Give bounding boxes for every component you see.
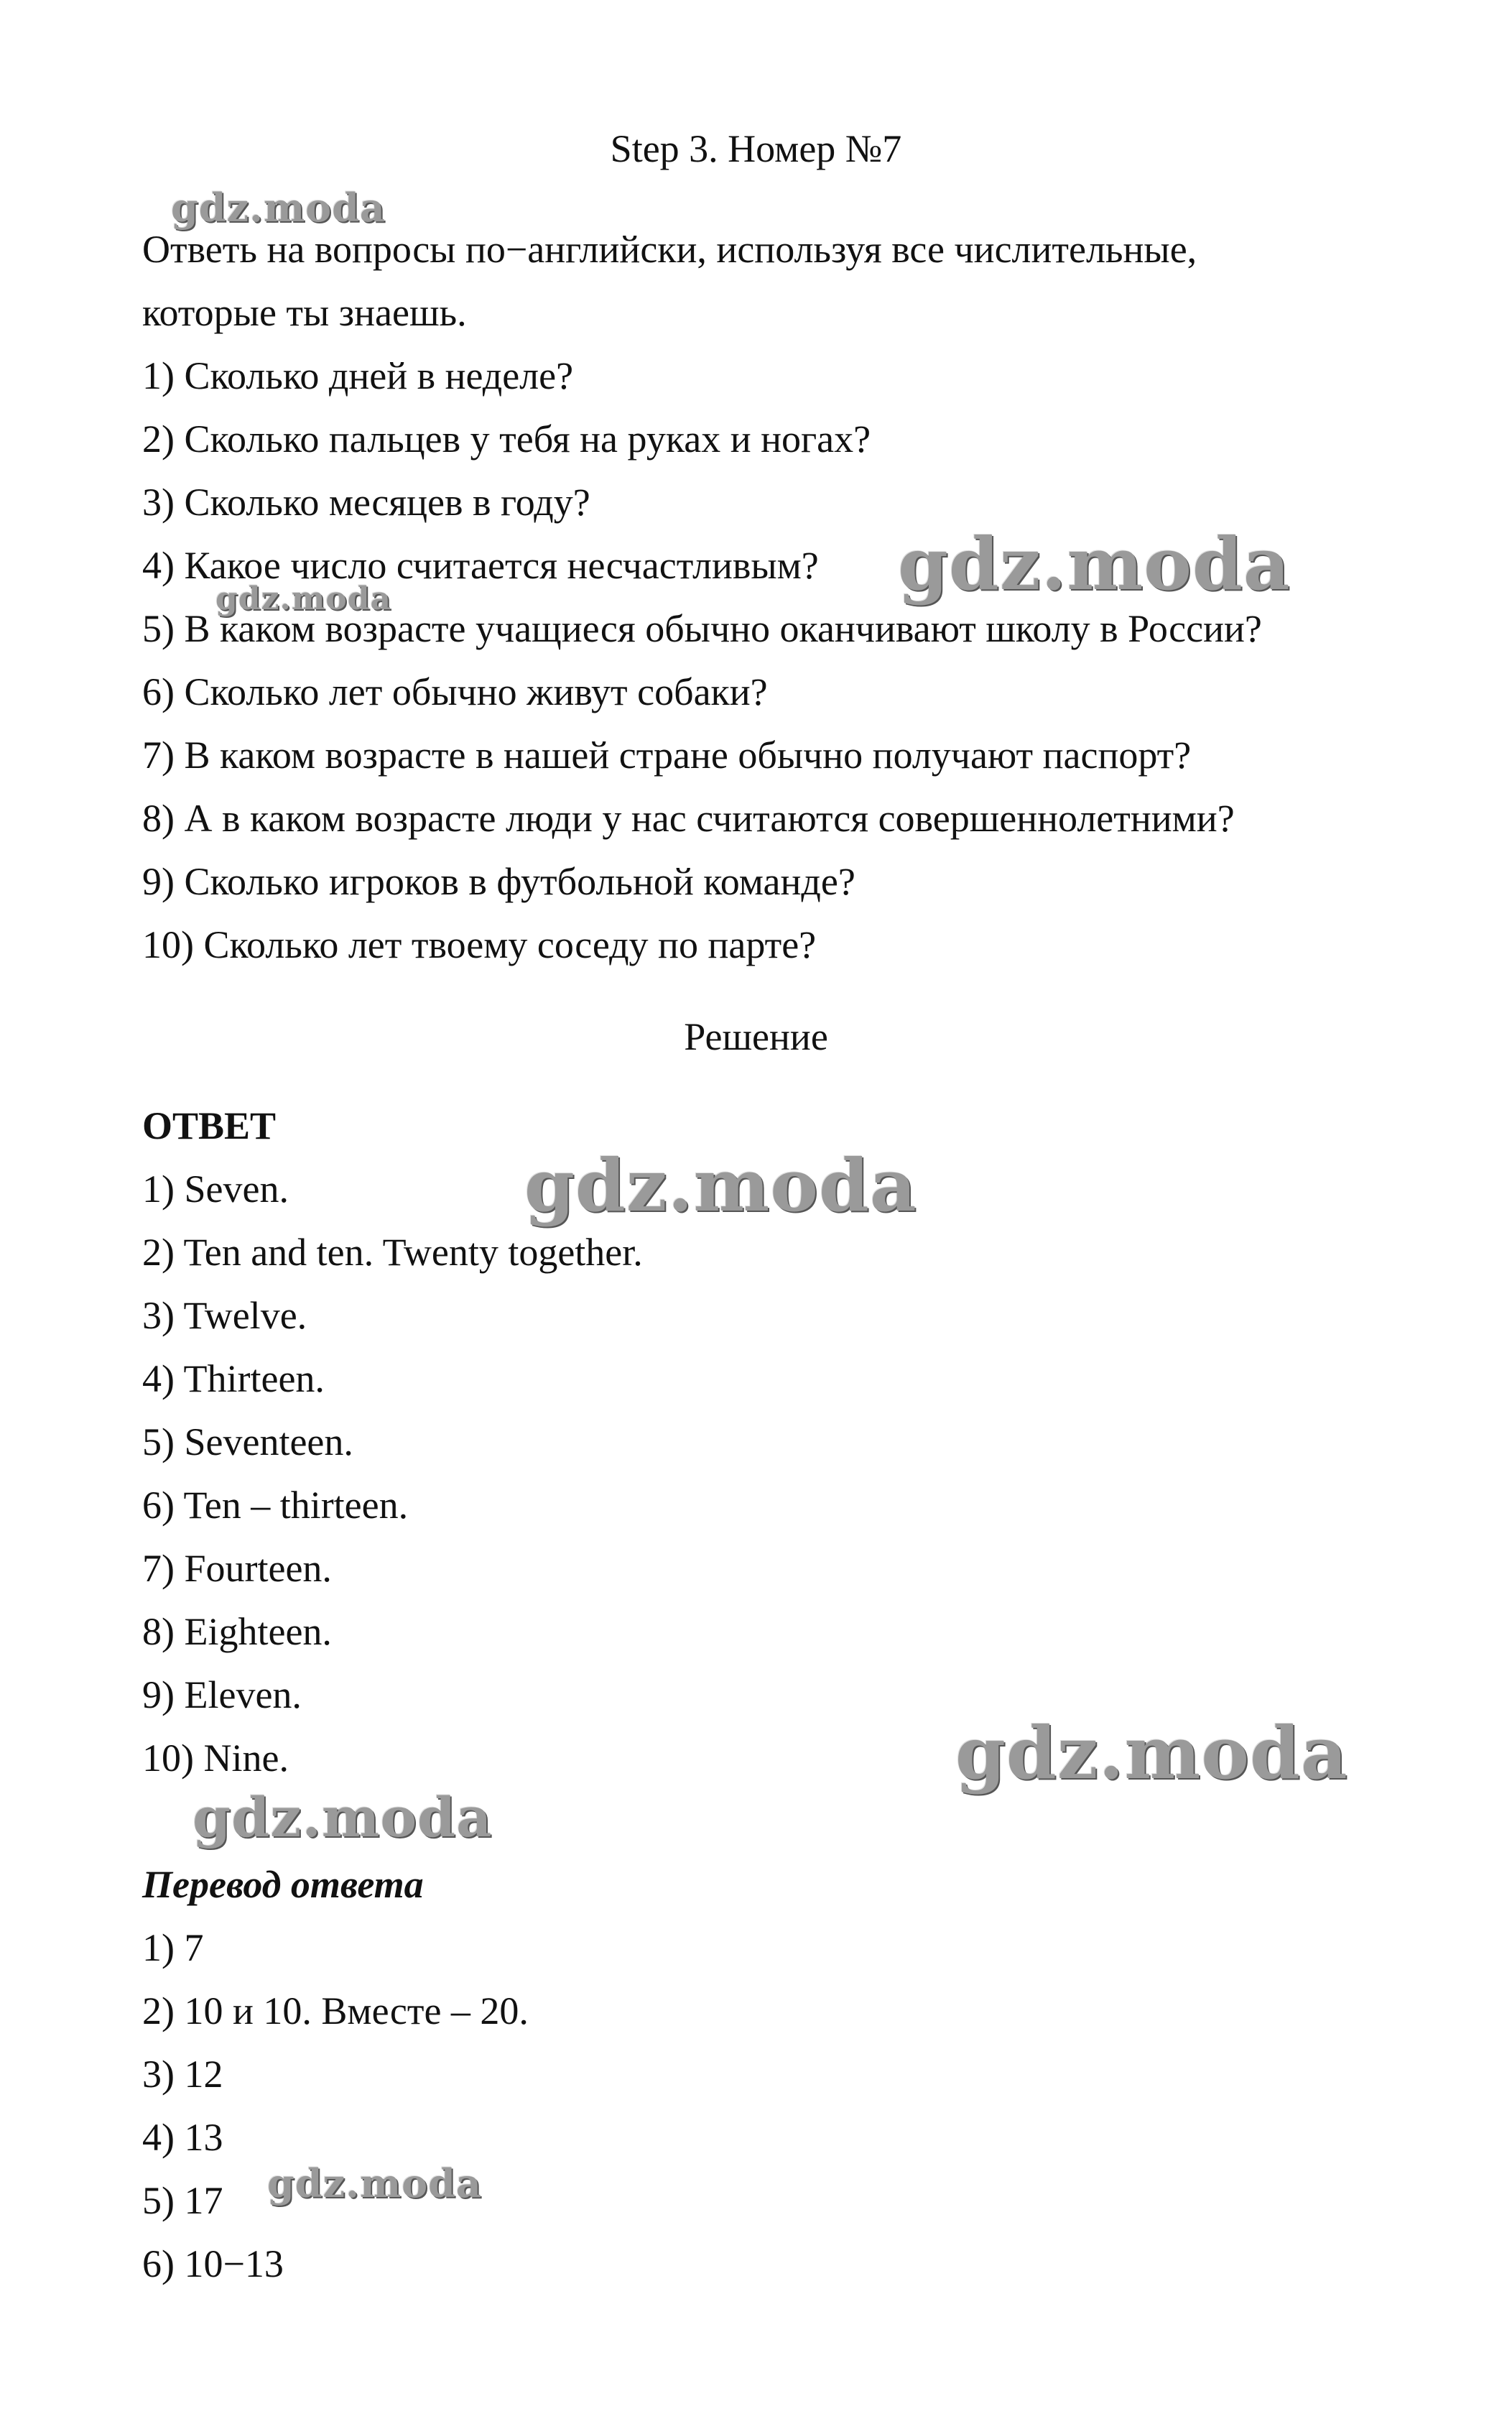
translation-5: 5) 17 [142, 2179, 223, 2222]
question-5: 5) В каком возрасте учащиеся обычно оканчивают школу в России? [142, 607, 1262, 650]
answer-8: 8) Eighteen. [142, 1610, 332, 1653]
answer-2: 2) Ten and ten. Twenty together. [142, 1231, 643, 1274]
watermark: gdz.moda [955, 1711, 1348, 1795]
watermark: gdz.moda [267, 2160, 482, 2206]
answer-7: 7) Fourteen. [142, 1547, 332, 1590]
translation-3: 3) 12 [142, 2053, 223, 2096]
task-intro-line-2: которые ты знаешь. [142, 291, 467, 334]
translation-4: 4) 13 [142, 2116, 223, 2159]
watermark: gdz.moda [193, 1785, 493, 1849]
question-7: 7) В каком возрасте в нашей стране обычно получают паспорт? [142, 734, 1192, 777]
answer-3: 3) Twelve. [142, 1294, 307, 1337]
solution-heading: Решение [684, 1015, 828, 1058]
answer-9: 9) Eleven. [142, 1673, 302, 1716]
question-8: 8) А в каком возрасте люди у нас считаются совершеннолетними? [142, 797, 1235, 840]
question-10: 10) Сколько лет твоему соседу по парте? [142, 923, 817, 966]
answer-6: 6) Ten – thirteen. [142, 1484, 409, 1527]
watermark: gdz.moda [171, 185, 386, 231]
answer-1: 1) Seven. [142, 1167, 289, 1211]
answer-4: 4) Thirteen. [142, 1357, 325, 1400]
watermark: gdz.moda [215, 580, 392, 617]
question-2: 2) Сколько пальцев у тебя на руках и ногах? [142, 417, 871, 461]
question-4: 4) Какое число считается несчастливым? [142, 544, 819, 587]
question-1: 1) Сколько дней в неделе? [142, 354, 574, 397]
translation-heading: Перевод ответа [142, 1863, 424, 1906]
translation-1: 1) 7 [142, 1926, 204, 1969]
answer-10: 10) Nine. [142, 1736, 289, 1780]
answer-heading: ОТВЕТ [142, 1104, 277, 1147]
page-title: Step 3. Номер №7 [610, 127, 902, 170]
task-intro-line-1: Ответь на вопросы по−английски, используя все числительные, [142, 228, 1197, 271]
watermark: gdz.moda [524, 1143, 917, 1228]
watermark: gdz.moda [898, 522, 1291, 606]
question-9: 9) Сколько игроков в футбольной команде? [142, 860, 855, 903]
answer-5: 5) Seventeen. [142, 1420, 353, 1463]
question-6: 6) Сколько лет обычно живут собаки? [142, 670, 768, 713]
translation-6: 6) 10−13 [142, 2242, 284, 2285]
question-3: 3) Сколько месяцев в году? [142, 481, 590, 524]
translation-2: 2) 10 и 10. Вместе – 20. [142, 1989, 529, 2032]
